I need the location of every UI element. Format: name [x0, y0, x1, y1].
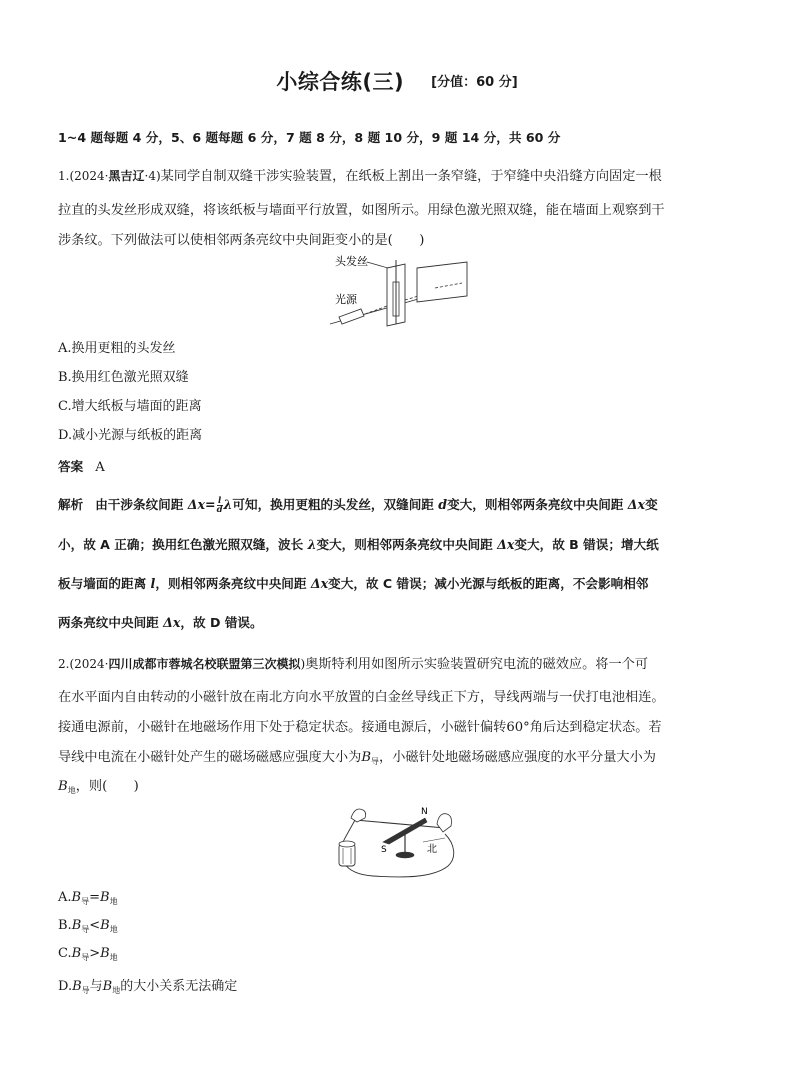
q2-stem-line-3: 接通电源前，小磁针在地磁场作用下处于稳定状态。接通电源后，小磁针偏转60°角后达到稳定状态。若: [58, 720, 662, 735]
page-title-block: [0, 66, 794, 96]
formula: Δx= $\frac{l}{d}$ λ: [187, 496, 233, 515]
scoring-note: 1~4 题每题 4 分，5、6 题每题 6 分，7 题 8 分，8 题 10 分，9 题 14 分，共 60 分: [58, 130, 561, 145]
q1-stem-line-3: 涉条纹。下列做法可以使相邻两条亮纹中央间距变小的是( ): [58, 233, 425, 248]
q1-option-d[interactable]: D.减小光源与纸板的距离: [58, 428, 203, 443]
q1-option-c[interactable]: C.增大纸板与墙面的距离: [58, 399, 202, 414]
q2-fig-label-north: 北: [427, 844, 437, 855]
q2-option-c[interactable]: $C.B_导>B_地$: [58, 946, 118, 962]
q1-answer: [58, 456, 105, 475]
q1-option-b[interactable]: B.换用红色激光照双缝: [58, 370, 189, 385]
page-title: 小综合练(三): [276, 70, 405, 94]
q2-option-b[interactable]: $B.B_导<B_地$: [58, 918, 118, 934]
q1-fig-label-hair: 头发丝: [335, 255, 368, 268]
q1-analysis-line-1: 解析 由干涉条纹间距 Δx= $\frac{l}{d}$ λ可知，换用更粗的头发丝，双缝间距 d变大，则相邻两条亮纹中央间距 Δx变: [58, 496, 658, 515]
q1-analysis-line-2: 小，故 A 正确；换用红色激光照双缝，波长 λ变大，则相邻两条亮纹中央间距 Δx变大，故 B 错误；增大纸: [58, 537, 659, 552]
q1-stem-line-2: 拉直的头发丝形成双缝，将该纸板与墙面平行放置，如图所示。用绿色激光照双缝，能在墙面上观察到干: [58, 203, 665, 218]
score-label: [分值：60 分]: [431, 75, 518, 90]
q2-stem-line-2: 在水平面内自由转动的小磁针放在南北方向水平放置的白金丝导线正下方，导线两端与一伏打电池相连。: [58, 690, 665, 705]
q2-stem-line-5: $B_地$，则( ): [58, 779, 139, 795]
q2-option-a[interactable]: $A.B_导=B_地$: [58, 890, 118, 906]
q1-fig-label-source: 光源: [335, 293, 357, 306]
analysis-label: 解析: [58, 497, 84, 512]
q2-source: 四川成都市蓉城名校联盟第三次模拟: [108, 657, 301, 671]
answer-value: A: [95, 460, 105, 475]
q1-double-slit-figure: [325, 252, 475, 328]
q2-stem-line-1: 2.(2024·四川成都市蓉城名校联盟第三次模拟)奥斯特利用如图所示实验装置研究电流的磁效应。将一个可: [58, 657, 649, 672]
q2-fig-label-S: S: [381, 845, 387, 855]
q1-source: 黑吉辽: [108, 169, 145, 183]
answer-label: 答案: [58, 459, 84, 474]
q1-analysis-line-4: 两条亮纹中央间距 Δx，故 D 错误。: [58, 615, 263, 630]
q1-option-a[interactable]: A.换用更粗的头发丝: [58, 341, 176, 356]
q1-stem-line-1: 1.(2024·黑吉辽·4)某同学自制双缝干涉实验装置，在纸板上割出一条窄缝，于窄缝中央沿缝方向固定一根: [58, 169, 662, 184]
q2-oersted-figure: [333, 798, 461, 882]
q2-option-d[interactable]: $D.B_导$与$B_地$的大小关系无法确定: [58, 979, 238, 995]
q1-analysis-line-3: 板与墙面的距离 l，则相邻两条亮纹中央间距 Δx变大，故 C 错误；减小光源与纸板的距离，不会影响相邻: [58, 576, 649, 591]
q2-fig-label-N: N: [421, 807, 428, 817]
q2-stem-line-4: 导线中电流在小磁针处产生的磁场磁感应强度大小为$B_导$，小磁针处地磁场磁感应强度的水平分量大小为: [58, 750, 656, 766]
